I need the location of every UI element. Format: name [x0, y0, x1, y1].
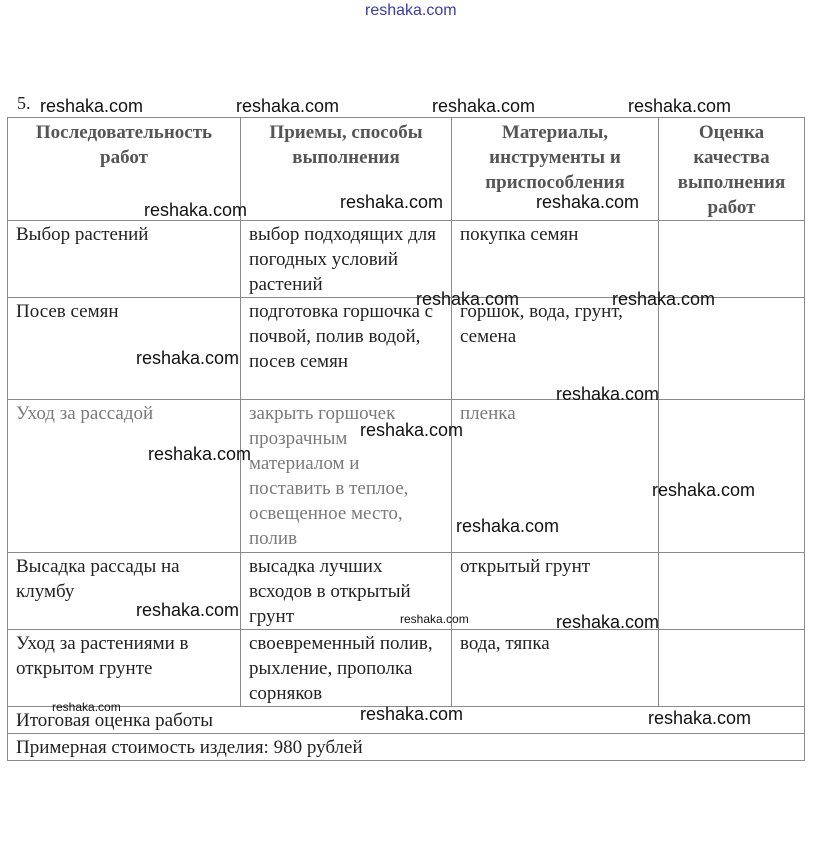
cell-materials: открытый грунт — [452, 553, 659, 630]
watermark: reshaka.com — [144, 200, 248, 220]
header-methods: Приемы, способы выполнения — [241, 118, 452, 221]
watermark: reshaka.com — [236, 96, 340, 116]
cell-step: Посев семян — [8, 298, 241, 400]
total-grade-label: Итоговая оценка работы — [8, 707, 805, 734]
cell-materials: вода, тяпка — [452, 630, 659, 707]
cell-method: закрыть горшочек прозрачным материалом и поставить в теплое, освещенное место, полив — [241, 400, 452, 553]
cell-method: выбор подходящих для погодных условий растений — [241, 221, 452, 298]
watermark: reshaka.com — [556, 384, 660, 404]
watermark: reshaka.com — [612, 289, 716, 309]
watermark: reshaka.com — [536, 192, 640, 212]
watermark: reshaka.com — [40, 96, 144, 116]
cell-grade — [659, 553, 805, 630]
watermark: reshaka.com — [148, 444, 252, 464]
cell-method: высадка лучших всходов в открытый грунт — [241, 553, 452, 630]
cell-grade — [659, 221, 805, 298]
watermark: reshaka.com — [52, 700, 121, 714]
watermark: reshaka.com — [416, 289, 520, 309]
watermark: reshaka.com — [648, 708, 752, 728]
watermark: reshaka.com — [628, 96, 732, 116]
cell-materials: пленка — [452, 400, 659, 553]
task-number: 5. — [17, 93, 31, 113]
watermark: reshaka.com — [456, 516, 560, 536]
cell-step: Высадка рассады на клумбу — [8, 553, 241, 630]
cell-step: Выбор растений — [8, 221, 241, 298]
watermark: reshaka.com — [432, 96, 536, 116]
header-materials: Материалы, инструменты и приспособления — [452, 118, 659, 221]
cell-grade — [659, 400, 805, 553]
cost-row — [8, 734, 805, 761]
watermark: reshaka.com — [360, 420, 464, 440]
cell-step: Уход за рассадой — [8, 400, 241, 553]
cost-label: Примерная стоимость изделия: 980 рублей — [8, 734, 805, 761]
watermark: reshaka.com — [556, 612, 660, 632]
cell-materials: покупка семян — [452, 221, 659, 298]
watermark: reshaka.com — [136, 348, 240, 368]
cell-grade — [659, 298, 805, 400]
header-quality: Оценка качества выполнения работ — [659, 118, 805, 221]
header-sequence: Последовательность работ — [8, 118, 241, 221]
cell-method: своевременный полив, рыхление, прополка сорняков — [241, 630, 452, 707]
watermark: reshaka.com — [136, 600, 240, 620]
cell-materials: горшок, вода, грунт, семена — [452, 298, 659, 400]
watermark: reshaka.com — [400, 612, 469, 626]
watermark: reshaka.com — [340, 192, 444, 212]
cell-method: подготовка горшочка с почвой, полив водой, посев семян — [241, 298, 452, 400]
cell-grade — [659, 630, 805, 707]
watermark: reshaka.com — [360, 704, 464, 724]
table-row — [8, 630, 805, 707]
watermark: reshaka.com — [652, 480, 756, 500]
cell-step: Уход за растениями в открытом грунте — [8, 630, 241, 707]
site-link[interactable]: reshaka.com — [365, 2, 457, 19]
table-row — [8, 221, 805, 298]
table-row — [8, 298, 805, 400]
